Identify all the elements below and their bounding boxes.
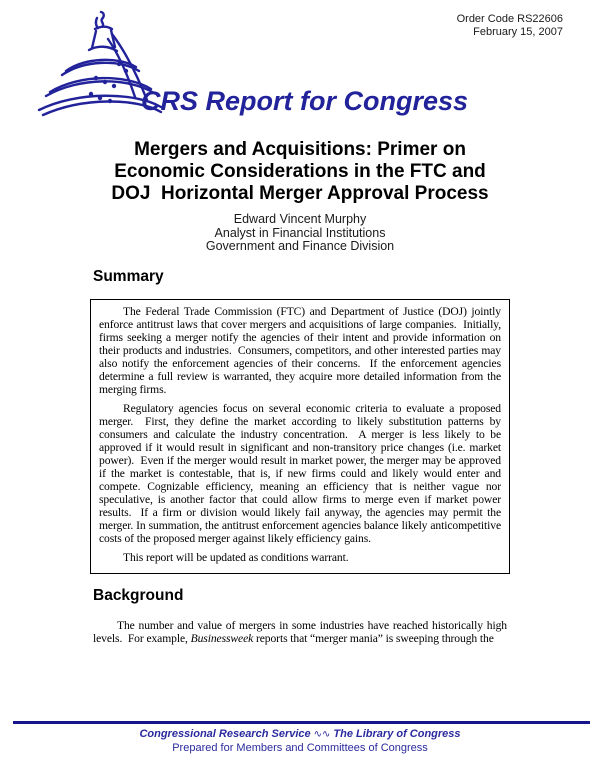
report-title-line: DOJ Horizontal Merger Approval Process: [111, 183, 489, 204]
background-text-before: The number and value of mergers in some industries have reached historically high levels. For example,: [93, 619, 510, 646]
document-footer: [0, 721, 600, 755]
summary-paragraph-3: This report will be updated as conditions warrant.: [123, 551, 349, 564]
crs-brand-title: CRS Report for Congress: [141, 86, 469, 116]
background-paragraph: [93, 619, 510, 646]
footer-prepared-line: Prepared for Members and Committees of Congress: [172, 742, 428, 754]
main-content: [90, 268, 510, 645]
summary-paragraph-2: Regulatory agencies focus on several economic criteria to evaluate a proposed merger. First, they define the market according to likely substitution patterns by consumers and calculate the industry concentration. A merger is less likely to be approved if it would result in significant and non-transitory price changes (i.e. market power). Even if the merger would result in market power, the merger may be approved if the market is contestable, that is, if new firms could and likely would enter and compete. Cognizable efficiency, meaning an efficiency that is neither vague nor speculative, is another factor that could allow firms to merge even if market power results. If a firm or division would likely fail anyway, the agencies may permit the merger. In summation, the antitrust enforcement agencies balance likely anticompetitive costs of the proposed merger against likely efficiency gains.: [99, 402, 504, 545]
footer-loc-text: The Library of Congress: [333, 728, 461, 740]
report-date: February 15, 2007: [473, 26, 563, 38]
author-block: [90, 213, 510, 254]
background-text-after: reports that “merger mania” is sweeping through the: [253, 632, 494, 646]
report-title: [90, 139, 510, 205]
order-code: Order Code RS22606: [456, 13, 563, 25]
footer-divider: [13, 721, 590, 724]
author-division: Government and Finance Division: [205, 239, 395, 253]
summary-heading: Summary: [93, 268, 164, 285]
footer-crs-text: Congressional Research Service: [139, 728, 311, 740]
author-name: Edward Vincent Murphy: [233, 212, 367, 226]
report-title-line: Mergers and Acquisitions: Primer on: [134, 139, 466, 160]
wave-ornament-icon: ∿∿: [313, 729, 331, 740]
businessweek-italic: Businessweek: [190, 632, 254, 646]
summary-box: [90, 299, 510, 574]
author-role: Analyst in Financial Institutions: [214, 225, 386, 240]
footer-service-line: [0, 728, 600, 741]
summary-paragraph-1: The Federal Trade Commission (FTC) and Department of Justice (DOJ) jointly enforce antitrust laws that cover mergers and acquisitions of large companies. Initially, firms seeking a merger notify the agencies of their intent and provide information on their products and industries. Consumers, competitors, and other interested parties may also notify the enforcement agencies of their concerns. If the enforcement agencies determine a full review is warranted, they acquire more detailed information from the merging firms.: [99, 305, 504, 396]
order-code-block: [457, 13, 563, 39]
background-heading: Background: [93, 587, 184, 604]
report-title-line: Economic Considerations in the FTC and: [114, 161, 486, 182]
